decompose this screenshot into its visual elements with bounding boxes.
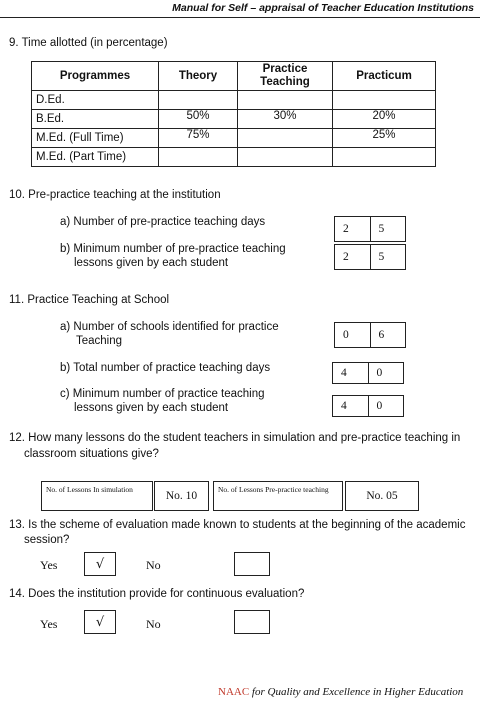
col-header-theory: Theory [159,62,238,91]
q11c-value-box[interactable] [332,395,404,417]
q11b-label: b) Total number of practice teaching days [60,362,271,374]
practice-cell [238,129,333,148]
footer-tagline: for Quality and Excellence in Higher Education [249,686,464,698]
time-allotted-table [31,61,436,167]
table-header-row [32,62,436,91]
q13-no-checkbox[interactable] [234,552,270,576]
programme-cell: M.Ed. (Part Time) [32,148,159,167]
practice-cell [238,148,333,167]
q10b-label-line2: lessons given by each student [74,257,229,269]
digit-cell: 4 [341,367,347,379]
page-header: Manual for Self – appraisal of Teacher Education Institutions [172,2,474,14]
table-row [32,110,436,129]
q10b-value-box[interactable] [334,244,406,270]
col-header-practice-teaching: Practice Teaching [238,62,333,91]
naac-label: NAAC [218,686,250,698]
q10a-label: a) Number of pre-practice teaching days [60,216,266,228]
q11b-value-box[interactable] [332,362,404,384]
theory-cell [159,148,238,167]
theory-cell: 50% [159,110,238,129]
digit-cell: 6 [370,323,406,347]
page-footer [218,686,463,698]
practicum-cell: 25% [333,129,436,148]
q14-line1: 14. Does the institution provide for continuous evaluation? [9,588,305,600]
q14-no-label: No [146,617,161,631]
digit-cell: 2 [343,223,349,235]
q11a-label-line2: Teaching [76,335,123,347]
practicum-cell [333,148,436,167]
q10b-label-line1: b) Minimum number of pre-practice teaching [60,243,286,255]
q14-no-checkbox[interactable] [234,610,270,634]
digit-cell: 0 [368,363,404,383]
q11c-label-line2: lessons given by each student [74,402,229,414]
digit-cell: 0 [343,329,349,341]
sim-lessons-value-box[interactable]: No. 10 [154,481,209,511]
q14-yes-checkbox[interactable]: √ [84,610,116,634]
q11-title: 11. Practice Teaching at School [9,294,170,306]
q11a-value-box[interactable] [334,322,406,348]
theory-cell: 75% [159,129,238,148]
q10a-value-box[interactable] [334,216,406,242]
theory-cell [159,91,238,110]
q13-yes-checkbox[interactable]: √ [84,552,116,576]
q12-line2: classroom situations give? [24,448,159,460]
q13-line1: 13. Is the scheme of evaluation made known to students at the beginning of the academic [9,519,466,531]
q11a-label-line1: a) Number of schools identified for practice [60,321,279,333]
header-rule [0,17,480,18]
digit-cell: 0 [368,396,404,416]
table-row [32,91,436,110]
digit-cell: 5 [370,245,406,269]
q10-title: 10. Pre-practice teaching at the institution [9,189,221,201]
table-row [32,129,436,148]
digit-cell: 4 [341,400,347,412]
prepractice-lessons-label-box: No. of Lessons Pre-practice teaching [213,481,343,511]
q11c-label-line1: c) Minimum number of practice teaching [60,388,265,400]
digit-cell: 2 [343,251,349,263]
digit-cell: 5 [370,217,406,241]
programme-cell: M.Ed. (Full Time) [32,129,159,148]
q13-line2: session? [24,534,70,546]
q13-no-label: No [146,558,161,572]
practicum-cell: 20% [333,110,436,129]
practice-cell [238,91,333,110]
programme-cell: D.Ed. [32,91,159,110]
practicum-cell [333,91,436,110]
q9-title: 9. Time allotted (in percentage) [9,37,168,49]
q14-yes-label: Yes [40,617,58,631]
col-header-practicum: Practicum [333,62,436,91]
programme-cell: B.Ed. [32,110,159,129]
col-header-programmes: Programmes [32,62,159,91]
q12-line1: 12. How many lessons do the student teachers in simulation and pre-practice teaching in [9,432,461,444]
q13-yes-label: Yes [40,558,58,572]
sim-lessons-label-box: No. of Lessons In simulation [41,481,153,511]
practice-cell: 30% [238,110,333,129]
prepractice-lessons-value-box[interactable]: No. 05 [345,481,419,511]
table-row [32,148,436,167]
